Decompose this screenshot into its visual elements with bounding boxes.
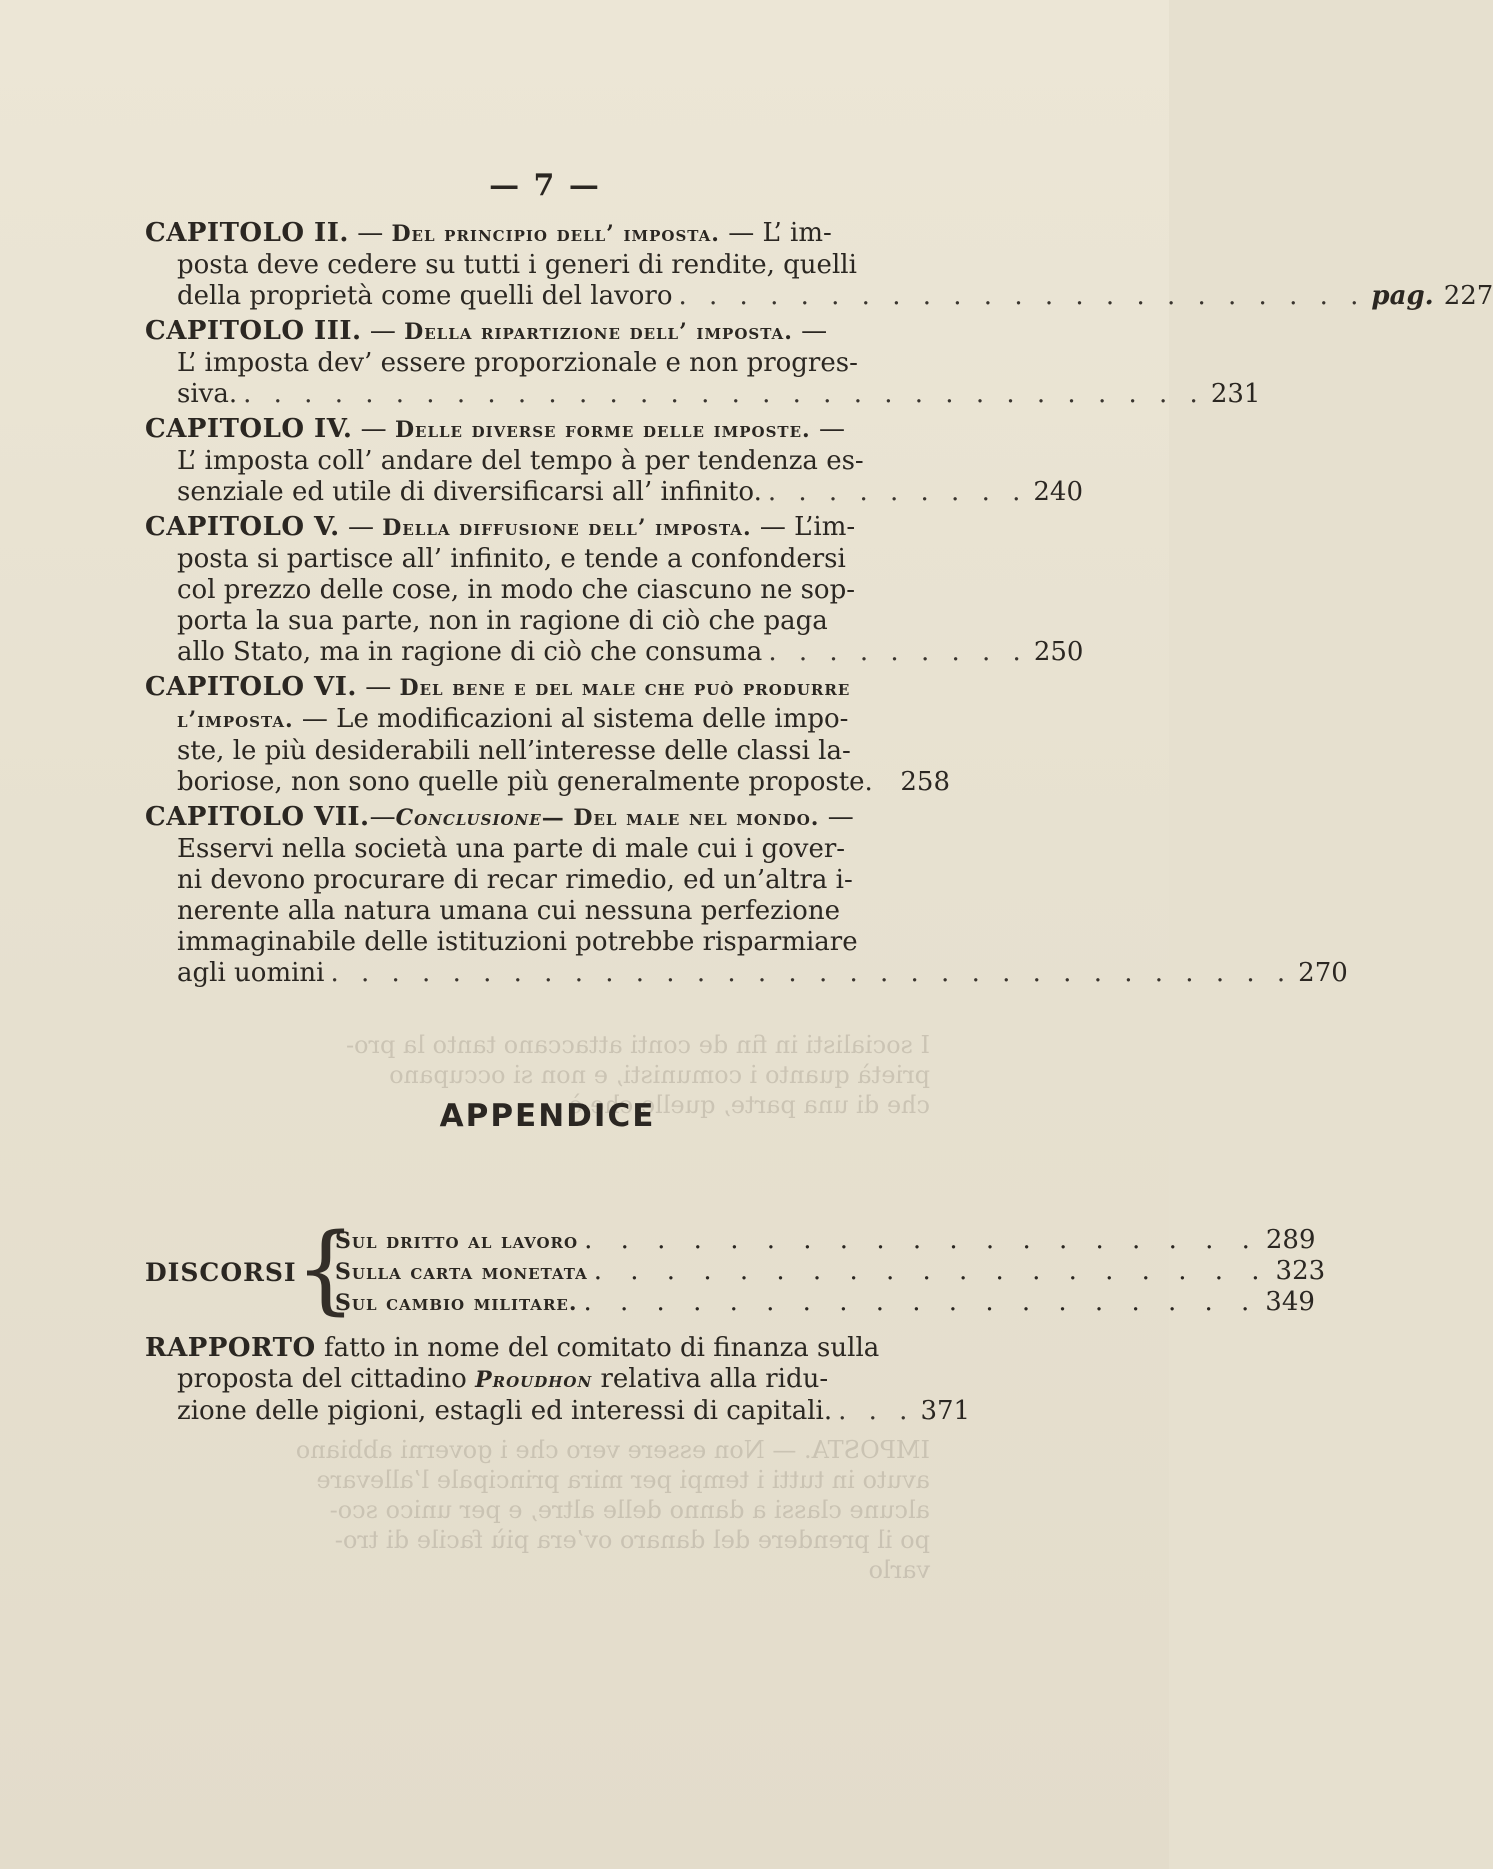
body-line: col prezzo delle cose, in modo che ciascuno ne sop- (177, 575, 856, 605)
entry-heading (145, 414, 950, 446)
entry-heading (145, 672, 950, 704)
dash: — (369, 316, 396, 346)
chapter-title: Del bene e del male che può produrre (399, 675, 851, 701)
body-line: Esservi nella società una parte di male cui i gover- (177, 834, 846, 864)
entry-heading (145, 512, 950, 544)
page-ref: 289 (1265, 1225, 1316, 1255)
bleed-through-text: I socialisti in fin de conti attaccano tanto la pro- prietà quanto i comunisti, e non si occupano che di una parte, quelle che è (345, 1031, 930, 1119)
entry-body (145, 544, 1084, 668)
body-line: L’ imposta coll’ andare del tempo à per tendenza es- (177, 446, 864, 476)
pag-abbrev: pag. (1371, 281, 1434, 311)
page-ref: 371 (920, 1396, 971, 1426)
page-ref: 227 (1443, 281, 1493, 311)
entry-last-line (177, 958, 1348, 989)
list-item (335, 1225, 1316, 1256)
body-line: — Le modificazioni al sistema delle impo- (301, 704, 849, 734)
page-ref: 258 (900, 767, 950, 797)
rapporto-entry (145, 1333, 971, 1427)
chapter-label: CAPITOLO III. (145, 316, 362, 346)
rapporto-label: RAPPORTO (145, 1333, 316, 1363)
chapter-label: CAPITOLO VI. (145, 672, 357, 702)
leader-dots: . . . . . . . . . . . . . . . . . . . (583, 1287, 1260, 1317)
entry-body (145, 704, 950, 798)
page-ref: 349 (1265, 1287, 1315, 1317)
bleed-through-text: IMPOSTA. — Non essere vero che i governi abbiano avuto in tutti i tempi per mira principale l’allevare alcune classi a danno delle altre, e per unico sco- po il prendere del danaro ov’era più facile di tro- varlo (295, 1436, 930, 1584)
entry-heading (145, 802, 950, 834)
discorsi-group (145, 1213, 1326, 1325)
chapter-title: Della ripartizione dell’ imposta. (404, 319, 793, 345)
leader-dots: . . . (838, 1396, 915, 1426)
dash: — (369, 802, 396, 832)
dash: — (348, 512, 375, 542)
page-ref: 323 (1275, 1256, 1326, 1286)
chapter-label: CAPITOLO V. (145, 512, 340, 542)
leader-dots: . . . . . . . . . . . . . . . . . . . (593, 1256, 1270, 1286)
body-line: siva. (177, 379, 238, 409)
body-line: agli uomini (177, 958, 325, 988)
page-ref: 240 (1033, 477, 1084, 507)
toc-entry-capitolo-6 (145, 672, 950, 798)
chapter-title: Della diffusione dell’ imposta. (382, 515, 752, 541)
body-line: — (818, 414, 845, 444)
toc-entry-capitolo-2 (145, 218, 1493, 312)
discorso-title: Sulla carta monetata (335, 1259, 588, 1285)
leader-dots: . . . . . . . . . . . . . . . . . . . . . . . (678, 281, 1366, 311)
dash: — (357, 218, 384, 248)
entry-body (145, 250, 1493, 312)
leader-dots: . . . . . . . . . . . . . . . . . . . . . . . . . . . . . . . . (330, 958, 1293, 988)
entry-body (145, 446, 1084, 508)
body-line: — (801, 316, 828, 346)
entry-last-line (177, 767, 950, 798)
body-line: allo Stato, ma in ragione di ciò che consuma (177, 637, 763, 667)
entry-last-line (177, 1396, 971, 1427)
body-line: posta si partisce all’ infinito, e tende a confondersi (177, 544, 846, 574)
brace-icon: { (295, 1213, 357, 1325)
body-line: zione delle pigioni, estagli ed interessi di capitali. (177, 1396, 833, 1426)
leader-dots: . . . . . . . . . . . . . . . . . . . . . . . . . . . . . . . . (243, 379, 1205, 409)
body-line: L’ imposta dev’ essere proporzionale e non progres- (177, 348, 858, 378)
chapter-title: Conclusione (395, 805, 542, 831)
body-line: fatto in nome del comitato di finanza sulla (323, 1333, 880, 1363)
page-ref: 231 (1210, 379, 1261, 409)
leader-dots: . . . . . . . . . (767, 477, 1028, 507)
entry-last-line (177, 637, 1084, 668)
body-line: nerente alla natura umana cui nessuna perfezione (177, 896, 840, 926)
body-line: — (827, 802, 854, 832)
toc-entry-capitolo-4 (145, 414, 1084, 508)
entry-heading (145, 316, 950, 348)
list-item (335, 1287, 1315, 1318)
leader-dots: . . . . . . . . . . . . . . . . . . . (584, 1225, 1260, 1255)
entry-heading (145, 218, 950, 250)
leader-dots: . . . . . . . . . (768, 637, 1028, 667)
entry-body (145, 834, 1348, 989)
dash: — (365, 672, 392, 702)
toc-entry-capitolo-7 (145, 802, 1348, 989)
chapter-title-continuation: l’imposta. (177, 707, 294, 733)
body-line: relativa alla ridu- (600, 1364, 829, 1394)
body-line: — L’im- (759, 512, 856, 542)
page-ref: 250 (1033, 637, 1084, 667)
body-line-group (177, 1364, 950, 1396)
toc-entry-capitolo-3 (145, 316, 1261, 410)
chapter-label: CAPITOLO II. (145, 218, 349, 248)
chapter-title: Del principio dell’ imposta. (391, 221, 720, 247)
discorsi-list (335, 1225, 1326, 1318)
chapter-title: Delle diverse forme delle imposte. (394, 417, 811, 443)
body-line: porta la sua parte, non in ragione di ciò che paga (177, 606, 828, 636)
page-ref: 270 (1298, 958, 1348, 988)
dash: — (360, 414, 387, 444)
table-of-contents (145, 218, 1493, 993)
discorso-title: Sul cambio militare. (335, 1290, 578, 1316)
author-name: Proudhon (475, 1367, 593, 1393)
body-line: proposta del cittadino (177, 1364, 467, 1394)
body-line: ste, le più desiderabili nell’interesse delle classi la- (177, 736, 851, 766)
body-line: immaginabile delle istituzioni potrebbe risparmiare (177, 927, 858, 957)
body-line: posta deve cedere su tutti i generi di rendite, quelli (177, 250, 857, 280)
appendix-heading: APPENDICE (439, 1098, 656, 1134)
body-line: della proprietà come quelli del lavoro (177, 281, 673, 311)
discorso-title: Sul dritto al lavoro (335, 1228, 579, 1254)
chapter-subtitle: — Del male nel mondo. (541, 805, 820, 831)
body-line: — L’ im- (728, 218, 832, 248)
chapter-label: CAPITOLO VII. (145, 802, 370, 832)
entry-body (145, 1364, 971, 1427)
entry-heading (145, 1333, 950, 1364)
body-line: ni devono procurare di recar rimedio, ed un’altra i- (177, 865, 853, 895)
entry-last-line (177, 379, 1261, 410)
list-item (335, 1256, 1326, 1287)
entry-last-line (177, 477, 1084, 508)
toc-entry-capitolo-5 (145, 512, 1084, 668)
body-line: senziale ed utile di diversificarsi all’ infinito. (177, 477, 762, 507)
chapter-label: CAPITOLO IV. (145, 414, 353, 444)
page-number: — 7 — (489, 168, 601, 203)
discorsi-label: DISCORSI (145, 1258, 297, 1287)
entry-body (145, 348, 1261, 410)
body-line-group (177, 704, 950, 736)
body-line: boriose, non sono quelle più generalmente proposte. (177, 767, 873, 797)
entry-last-line (177, 281, 1493, 312)
